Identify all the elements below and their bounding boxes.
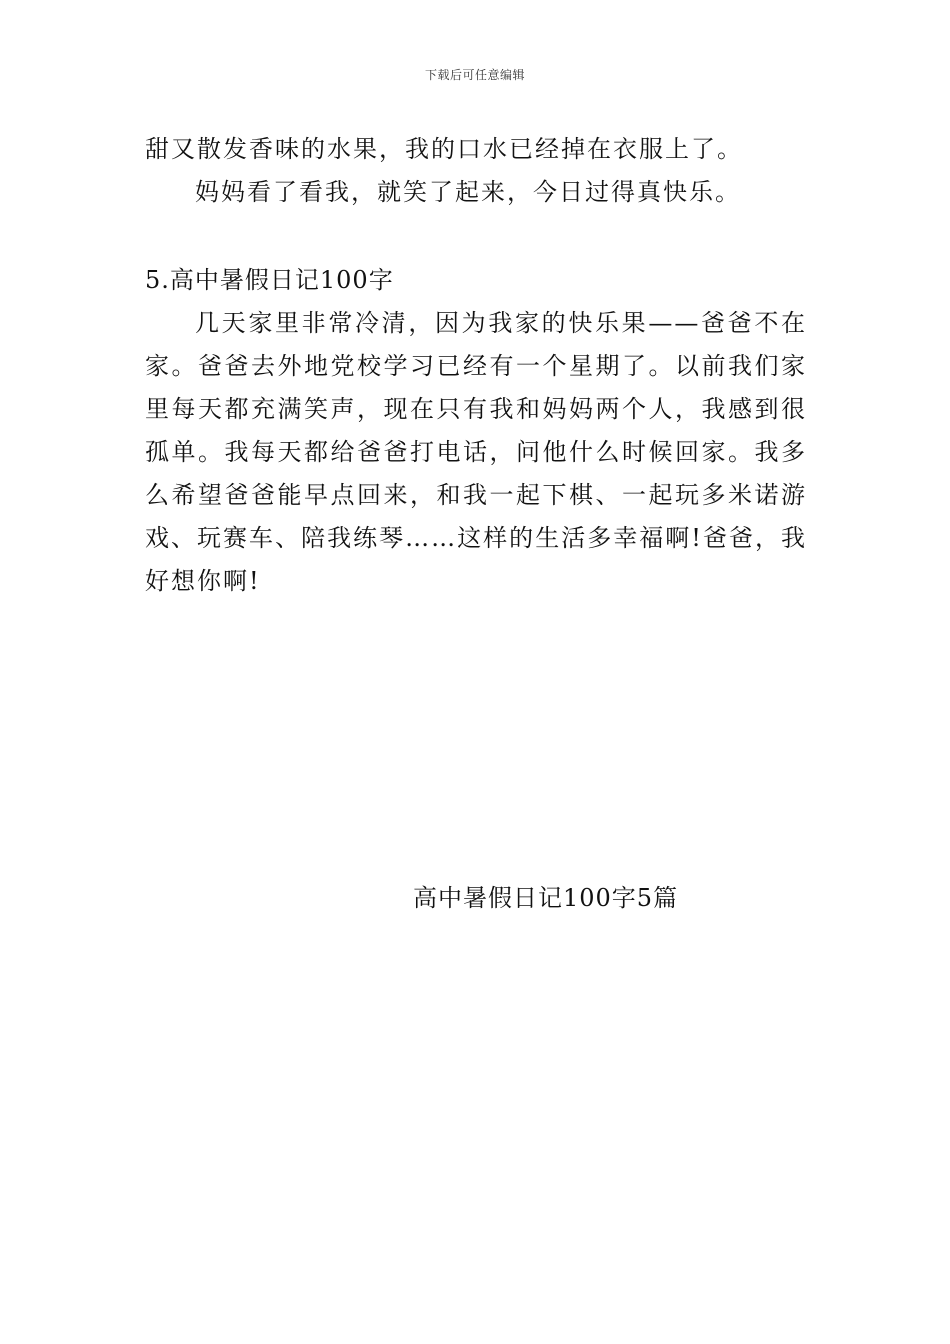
header-note: 下载后可任意编辑 — [424, 68, 525, 82]
document-body — [145, 128, 807, 603]
section-heading: 5.高中暑假日记100字 — [145, 266, 394, 294]
section-gap — [145, 214, 807, 259]
paragraph-mom: 妈妈看了看我，就笑了起来，今日过得真快乐。 — [195, 178, 741, 206]
document-footer-title: 高中暑假日记100字5篇 — [413, 884, 679, 912]
paragraph-continued: 甜又散发香味的水果，我的口水已经掉在衣服上了。 — [145, 135, 743, 163]
paragraph-dad: 几天家里非常冷清，因为我家的快乐果——爸爸不在家。爸爸去外地党校学习已经有一个星期了。以前我们家里每天都充满笑声，现在只有我和妈妈两个人，我感到很孤单。我每天都给爸爸打电话，问他什么时候回家。我多么希望爸爸能早点回来，和我一起下棋、一起玩多米诺游戏、玩赛车、陪我练琴……这样的生活多幸福啊!爸爸，我好想你啊! — [145, 309, 807, 595]
